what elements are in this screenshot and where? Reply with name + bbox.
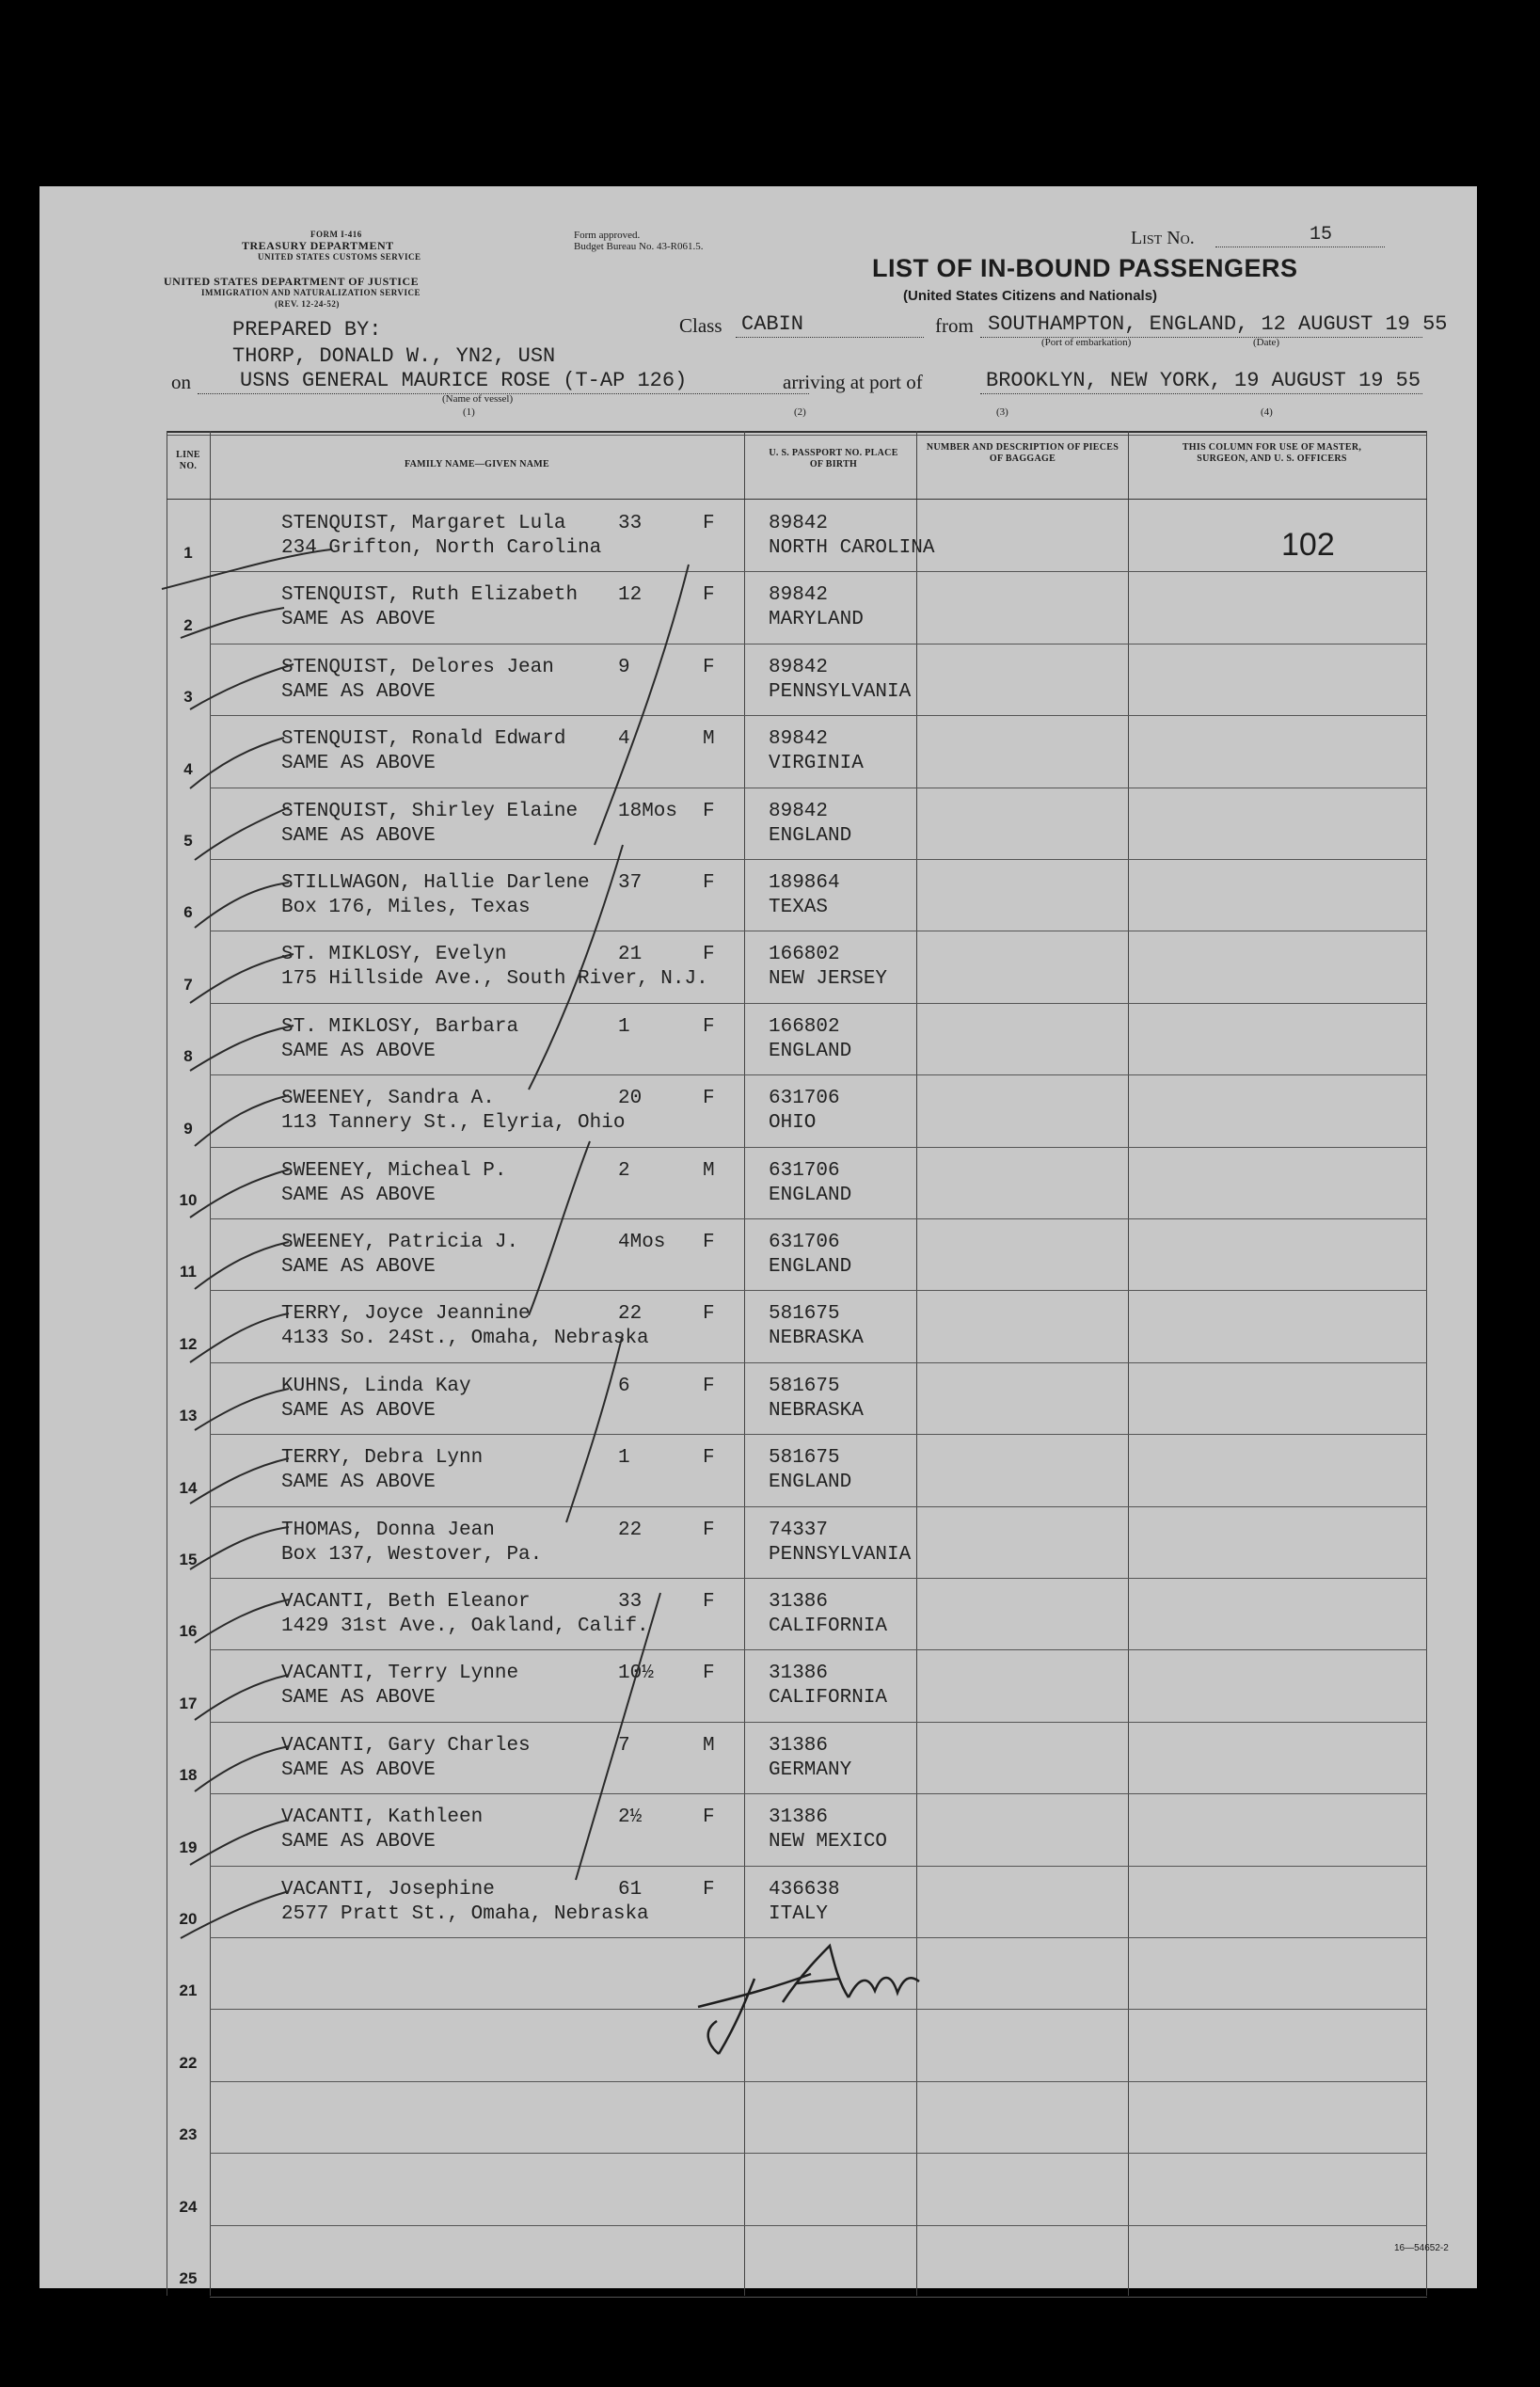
line-number: 21	[179, 1981, 198, 2000]
form-subtitle: (United States Citizens and Nationals)	[903, 288, 1158, 304]
header-officers: THIS COLUMN FOR USE OF MASTER, SURGEON, AND U. S. OFFICERS	[1182, 442, 1362, 464]
table-top-rule	[167, 431, 1427, 433]
table-row	[167, 644, 1427, 716]
passport-number: 166802	[769, 1015, 840, 1038]
passport-number: 581675	[769, 1447, 840, 1470]
table-row	[167, 1148, 1427, 1219]
line-number: 14	[179, 1478, 198, 1497]
passenger-sex: F	[703, 1232, 715, 1253]
passenger-sex: F	[703, 800, 715, 822]
col-num-1: (1)	[463, 406, 475, 418]
passenger-age: 37	[618, 872, 643, 894]
line-number: 7	[183, 975, 193, 994]
passenger-name: VACANTI, Kathleen	[281, 1806, 484, 1829]
from-label: from	[935, 314, 974, 337]
passenger-name: VACANTI, Terry Lynne	[281, 1663, 519, 1685]
line-number: 17	[179, 1694, 198, 1712]
arriving-label: arriving at port of	[783, 371, 923, 393]
passenger-age: 18Mos	[618, 800, 678, 822]
header-rule	[167, 499, 1427, 500]
birthplace: ENGLAND	[769, 1256, 852, 1278]
birthplace: NEBRASKA	[769, 1399, 864, 1422]
line-number: 8	[183, 1047, 193, 1066]
passenger-address: SAME AS ABOVE	[281, 609, 436, 631]
vessel-caption: (Name of vessel)	[442, 393, 514, 405]
passenger-age: 12	[618, 584, 643, 607]
class-field	[736, 312, 924, 338]
table-row	[167, 1794, 1427, 1866]
line-number: 18	[179, 1766, 198, 1785]
birthplace: CALIFORNIA	[769, 1687, 888, 1710]
passenger-sex: M	[703, 1734, 715, 1757]
passenger-name: STENQUIST, Margaret Lula	[281, 513, 566, 534]
passenger-address: SAME AS ABOVE	[281, 1399, 436, 1422]
birthplace: NEW MEXICO	[769, 1831, 888, 1854]
passport-number: 631706	[769, 1232, 840, 1253]
passenger-name: TERRY, Joyce Jeannine	[281, 1303, 531, 1326]
passenger-name: KUHNS, Linda Kay	[281, 1375, 471, 1397]
line-number: 6	[183, 903, 193, 922]
passenger-sex: F	[703, 1519, 715, 1541]
treasury-department: TREASURY DEPARTMENT	[242, 239, 394, 252]
preparer-name: THORP, DONALD W., YN2, USN	[232, 344, 556, 368]
class-value: CABIN	[741, 312, 804, 336]
passenger-address: 1429 31st Ave., Oakland, Calif.	[281, 1615, 649, 1637]
table-top-rule-2	[167, 435, 1427, 436]
passenger-age: 20	[618, 1088, 643, 1110]
table-row	[167, 1075, 1427, 1147]
line-number: 11	[180, 1263, 197, 1281]
birthplace: NEW JERSEY	[769, 968, 888, 991]
from-field	[980, 312, 1448, 338]
passenger-address: SAME AS ABOVE	[281, 1687, 436, 1710]
birthplace: ENGLAND	[769, 1472, 852, 1494]
budget-bureau: Budget Bureau No. 43-R061.5.	[574, 241, 704, 252]
table-row	[167, 2154, 1427, 2225]
form-revision: (REV. 12-24-52)	[275, 299, 340, 309]
passenger-name: VACANTI, Josephine	[281, 1878, 495, 1901]
line-number: 4	[183, 759, 193, 778]
passenger-sex: F	[703, 1663, 715, 1685]
customs-service: UNITED STATES CUSTOMS SERVICE	[258, 252, 421, 262]
line-number: 22	[179, 2053, 198, 2072]
line-number: 10	[179, 1190, 198, 1209]
passport-number: 89842	[769, 800, 829, 822]
footer-code: 16—54652-2	[1394, 2243, 1449, 2253]
passenger-name: STENQUIST, Ruth Elizabeth	[281, 584, 579, 607]
passenger-name: STILLWAGON, Hallie Darlene	[281, 872, 590, 894]
birthplace: MARYLAND	[769, 609, 864, 631]
birthplace: CALIFORNIA	[769, 1615, 888, 1637]
table-row	[167, 2082, 1427, 2154]
birthplace: PENNSYLVANIA	[769, 1543, 912, 1566]
line-number: 25	[179, 2268, 198, 2287]
passport-number: 31386	[769, 1734, 829, 1757]
passenger-name: VACANTI, Gary Charles	[281, 1734, 531, 1757]
passenger-sex: F	[703, 872, 715, 894]
passenger-address: SAME AS ABOVE	[281, 1831, 436, 1854]
passenger-address: SAME AS ABOVE	[281, 1758, 436, 1781]
passenger-age: 9	[618, 656, 630, 678]
passport-number: 631706	[769, 1088, 840, 1110]
passenger-sex: F	[703, 1591, 715, 1613]
birthplace: ENGLAND	[769, 1184, 852, 1206]
passenger-address: 175 Hillside Ave., South River, N.J.	[281, 968, 708, 991]
passenger-sex: F	[703, 944, 715, 966]
header-baggage: NUMBER AND DESCRIPTION OF PIECES OF BAGGAGE	[926, 442, 1119, 464]
passenger-sex: F	[703, 584, 715, 607]
header-passport: U. S. PASSPORT NO. PLACE OF BIRTH	[769, 448, 898, 469]
passenger-name: SWEENEY, Patricia J.	[281, 1232, 519, 1253]
table-row	[167, 1004, 1427, 1075]
table-row	[167, 716, 1427, 788]
passenger-address: 113 Tannery St., Elyria, Ohio	[281, 1112, 626, 1135]
class-label: Class	[679, 314, 722, 337]
line-number: 12	[179, 1334, 198, 1353]
passenger-sex: F	[703, 1375, 715, 1397]
passenger-age: 2½	[618, 1806, 643, 1829]
passenger-sex: F	[703, 513, 715, 534]
table-row	[167, 1723, 1427, 1794]
table-row	[167, 1219, 1427, 1291]
table-row	[167, 1938, 1427, 2010]
line-number: 23	[179, 2125, 198, 2144]
from-value: SOUTHAMPTON, ENGLAND, 12 AUGUST 19 55	[988, 312, 1448, 336]
row-rule	[210, 2297, 1427, 2298]
form-number: FORM I-416	[310, 230, 362, 239]
passenger-address: SAME AS ABOVE	[281, 753, 436, 775]
passenger-name: TERRY, Debra Lynn	[281, 1447, 484, 1470]
table-row	[167, 1579, 1427, 1650]
table-row	[167, 1291, 1427, 1362]
passenger-sex: F	[703, 1806, 715, 1829]
list-no-label: List No.	[1131, 228, 1195, 248]
passenger-sex: F	[703, 1015, 715, 1038]
line-number: 20	[179, 1909, 198, 1928]
vessel-name: USNS GENERAL MAURICE ROSE (T-AP 126)	[240, 369, 688, 392]
col-num-3: (3)	[996, 406, 1008, 418]
passenger-name: STENQUIST, Delores Jean	[281, 656, 554, 678]
arrival-port: BROOKLYN, NEW YORK, 19 AUGUST 19 55	[986, 369, 1421, 392]
line-number: 15	[179, 1550, 198, 1568]
birthplace: NORTH CAROLINA	[769, 537, 935, 559]
line-number: 2	[183, 615, 193, 634]
birthplace: ITALY	[769, 1902, 829, 1925]
margin-number: 102	[1281, 527, 1335, 563]
passenger-age: 33	[618, 1591, 643, 1613]
passenger-name: SWEENEY, Sandra A.	[281, 1088, 495, 1110]
col-num-2: (2)	[794, 406, 806, 418]
passenger-age: 4	[618, 728, 630, 751]
passenger-sex: F	[703, 1088, 715, 1110]
passenger-sex: M	[703, 728, 715, 751]
line-number: 19	[179, 1838, 198, 1856]
passenger-sex: F	[703, 1878, 715, 1901]
passenger-sex: M	[703, 1159, 715, 1182]
table-row	[167, 931, 1427, 1003]
passenger-sex: F	[703, 1303, 715, 1326]
passenger-address: 234 Grifton, North Carolina	[281, 537, 602, 559]
passport-number: 189864	[769, 872, 840, 894]
form-approved: Form approved.	[574, 230, 641, 241]
passport-number: 436638	[769, 1878, 840, 1901]
table-row	[167, 1363, 1427, 1435]
port-caption: (Port of embarkation)	[1041, 337, 1132, 348]
table-row	[167, 1507, 1427, 1579]
passenger-address: SAME AS ABOVE	[281, 1184, 436, 1206]
passenger-age: 6	[618, 1375, 630, 1397]
passport-number: 31386	[769, 1591, 829, 1613]
passenger-address: 4133 So. 24St., Omaha, Nebraska	[281, 1328, 649, 1350]
birthplace: ENGLAND	[769, 824, 852, 847]
header-name: FAMILY NAME—GIVEN NAME	[404, 459, 549, 469]
passenger-name: VACANTI, Beth Eleanor	[281, 1591, 531, 1613]
passport-number: 31386	[769, 1806, 829, 1829]
line-number: 16	[179, 1622, 198, 1641]
passenger-age: 21	[618, 944, 643, 966]
header-line-no: LINE NO.	[176, 450, 200, 471]
prepared-by-label: PREPARED BY:	[232, 318, 382, 342]
table-row	[167, 2010, 1427, 2081]
passenger-address: SAME AS ABOVE	[281, 680, 436, 703]
passenger-address: SAME AS ABOVE	[281, 1472, 436, 1494]
table-row	[167, 1650, 1427, 1722]
passenger-age: 22	[618, 1519, 643, 1541]
line-number: 3	[183, 688, 193, 707]
passenger-sex: F	[703, 656, 715, 678]
passport-number: 581675	[769, 1375, 840, 1397]
passport-number: 166802	[769, 944, 840, 966]
ins-service: IMMIGRATION AND NATURALIZATION SERVICE	[201, 288, 421, 297]
passenger-name: THOMAS, Donna Jean	[281, 1519, 495, 1541]
passenger-age: 10½	[618, 1663, 654, 1685]
passenger-name: ST. MIKLOSY, Barbara	[281, 1015, 519, 1038]
passenger-table	[167, 431, 1427, 2299]
line-number: 13	[179, 1407, 198, 1425]
passenger-age: 33	[618, 513, 643, 534]
table-row	[167, 788, 1427, 860]
passenger-name: STENQUIST, Ronald Edward	[281, 728, 566, 751]
passport-number: 31386	[769, 1663, 829, 1685]
passenger-address: SAME AS ABOVE	[281, 824, 436, 847]
line-number: 1	[183, 544, 193, 563]
birthplace: VIRGINIA	[769, 753, 864, 775]
passenger-name: SWEENEY, Micheal P.	[281, 1159, 507, 1182]
passport-number: 581675	[769, 1303, 840, 1326]
passenger-age: 7	[618, 1734, 630, 1757]
passport-number: 89842	[769, 584, 829, 607]
passenger-age: 2	[618, 1159, 630, 1182]
passenger-age: 1	[618, 1447, 630, 1470]
passenger-sex: F	[703, 1447, 715, 1470]
passenger-name: ST. MIKLOSY, Evelyn	[281, 944, 507, 966]
passenger-address: Box 137, Westover, Pa.	[281, 1543, 543, 1566]
passenger-name: STENQUIST, Shirley Elaine	[281, 800, 579, 822]
line-number: 5	[183, 831, 193, 850]
table-row	[167, 1435, 1427, 1506]
passport-number: 74337	[769, 1519, 829, 1541]
vessel-field	[198, 369, 809, 394]
birthplace: GERMANY	[769, 1758, 852, 1781]
department-of-justice: UNITED STATES DEPARTMENT OF JUSTICE	[164, 275, 420, 288]
birthplace: ENGLAND	[769, 1040, 852, 1062]
manifest-page	[40, 186, 1477, 2288]
birthplace: NEBRASKA	[769, 1328, 864, 1350]
table-row	[167, 2226, 1427, 2298]
passenger-age: 1	[618, 1015, 630, 1038]
passenger-age: 4Mos	[618, 1232, 666, 1253]
passport-number: 89842	[769, 513, 829, 534]
list-no-field	[1215, 224, 1385, 247]
birthplace: TEXAS	[769, 897, 829, 918]
passenger-age: 61	[618, 1878, 643, 1901]
on-label: on	[171, 371, 191, 393]
passenger-address: SAME AS ABOVE	[281, 1256, 436, 1278]
passport-number: 89842	[769, 656, 829, 678]
birthplace: PENNSYLVANIA	[769, 680, 912, 703]
table-row	[167, 860, 1427, 931]
table-row	[167, 501, 1427, 572]
table-row	[167, 1867, 1427, 1938]
line-number: 9	[183, 1119, 193, 1138]
passenger-address: SAME AS ABOVE	[281, 1040, 436, 1062]
birthplace: OHIO	[769, 1112, 817, 1135]
passenger-address: Box 176, Miles, Texas	[281, 897, 531, 918]
list-no-value: 15	[1310, 224, 1333, 246]
line-number: 24	[179, 2197, 198, 2216]
form-title: LIST OF IN-BOUND PASSENGERS	[872, 254, 1298, 282]
date-caption: (Date)	[1253, 337, 1280, 348]
arrival-field	[980, 369, 1422, 394]
passenger-age: 22	[618, 1303, 643, 1326]
table-row	[167, 572, 1427, 644]
passenger-address: 2577 Pratt St., Omaha, Nebraska	[281, 1902, 649, 1925]
col-num-4: (4)	[1261, 406, 1273, 418]
passport-number: 631706	[769, 1159, 840, 1182]
passport-number: 89842	[769, 728, 829, 751]
